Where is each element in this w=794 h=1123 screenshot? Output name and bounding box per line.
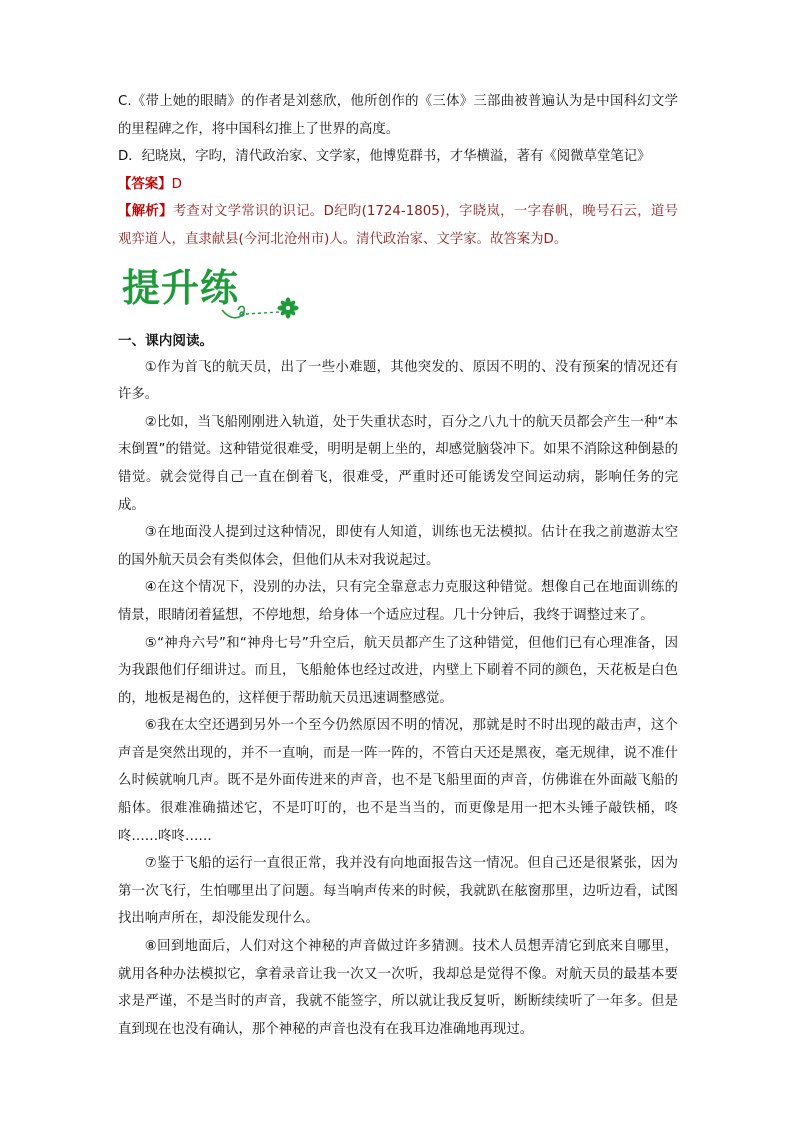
- paragraph-7: ⑦鉴于飞船的运行一直很正常，我并没有向地面报告这一情况。但自己还是很紧张，因为第一次飞行，生怕哪里出了问题。每当响声传来的时候，我就趴在舷窗那里，边听边看，试图找出响声所在，却没能发现什么。: [118, 856, 678, 927]
- paragraph-5: ⑤“神舟六号”和“神舟七号”升空后，航天员都产生了这种错觉，但他们已有心理准备，因为我跟他们仔细讲过。而且，飞船舱体也经过改进，内壁上下刷着不同的颜色，天花板是白色的，地板是褐色的，这样便于帮助航天员迅速调整感觉。: [118, 635, 678, 706]
- paragraph-1: ①作为首飞的航天员，出了一些小难题，其他突发的、原因不明的、没有预案的情况还有许多。: [118, 359, 678, 403]
- paragraph-3: ③在地面没人提到过这种情况，即使有人知道，训练也无法模拟。估计在我之前遨游太空的国外航天员会有类似体会，但他们从未对我说起过。: [118, 525, 678, 568]
- banner-title: 提升练: [122, 265, 240, 310]
- analysis-tag: 【解析】: [118, 204, 173, 220]
- option-d: D．纪晓岚，字昀，清代政治家、文学家，他博览群书，才华横溢，著有《阅微草堂笔记》: [118, 149, 651, 165]
- answer-line: [118, 171, 678, 199]
- practice-banner: [118, 262, 678, 328]
- analysis-text: 考查对文学常识的识记。D纪昀(1724-1805)，字晓岚，一字春帆，晚号石云，道号观弈道人，直隶献县(今河北沧州市)人。清代政治家、文学家。故答案为D。: [118, 204, 679, 247]
- flower-vine-icon: [218, 286, 308, 326]
- answer-tag: 【答案】: [118, 176, 172, 192]
- section-title: 一、课内阅读。: [118, 332, 214, 349]
- answer-value: D: [171, 176, 182, 192]
- page-content: [118, 88, 678, 1043]
- paragraph-8: ⑧回到地面后，人们对这个神秘的声音做过许多猜测。技术人员想弄清它到底来自哪里，就用各种办法模拟它，拿着录音让我一次又一次听，我却总是觉得不像。对航天员的最基本要求是严谨，不是当时的声音，我就不能签字，所以就让我反复听，断断续续听了一年多。但是直到现在也没有确认，那个神秘的声音也没有在我耳边准确地再现过。: [118, 939, 678, 1037]
- paragraph-6: ⑥我在太空还遇到另外一个至今仍然原因不明的情况，那就是时不时出现的敲击声，这个声音是突然出现的，并不一直响，而是一阵一阵的，不管白天还是黑夜，毫无规律，说不准什么时候就响几声。既不是外面传进来的声音，也不是飞船里面的声音，仿佛谁在外面敲飞船的船体。很难准确描述它，不是叮叮的，也不是当当的，而更像是用一把木头锤子敲铁桶，咚咚……咚咚……: [118, 718, 678, 844]
- paragraph-2: ②比如，当飞船刚刚进入轨道，处于失重状态时，百分之八九十的航天员都会产生一种“本末倒置”的错觉。这种错觉很难受，明明是朝上坐的，却感觉脑袋冲下。如果不消除这种倒悬的错觉。就会觉得自己一直在倒着飞，很难受，严重时还可能诱发空间运动病，影响任务的完成。: [118, 414, 678, 513]
- paragraph-4: ④在这个情况下，没别的办法，只有完全靠意志力克服这种错觉。想像自己在地面训练的情景，眼睛闭着猛想，不停地想，给身体一个适应过程。几十分钟后，我终于调整过来了。: [118, 580, 678, 623]
- option-c: C.《带上她的眼睛》的作者是刘慈欣，他所创作的《三体》三部曲被普遍认为是中国科幻文学的里程碑之作，将中国科幻推上了世界的高度。: [118, 94, 678, 137]
- analysis-line: [118, 198, 678, 253]
